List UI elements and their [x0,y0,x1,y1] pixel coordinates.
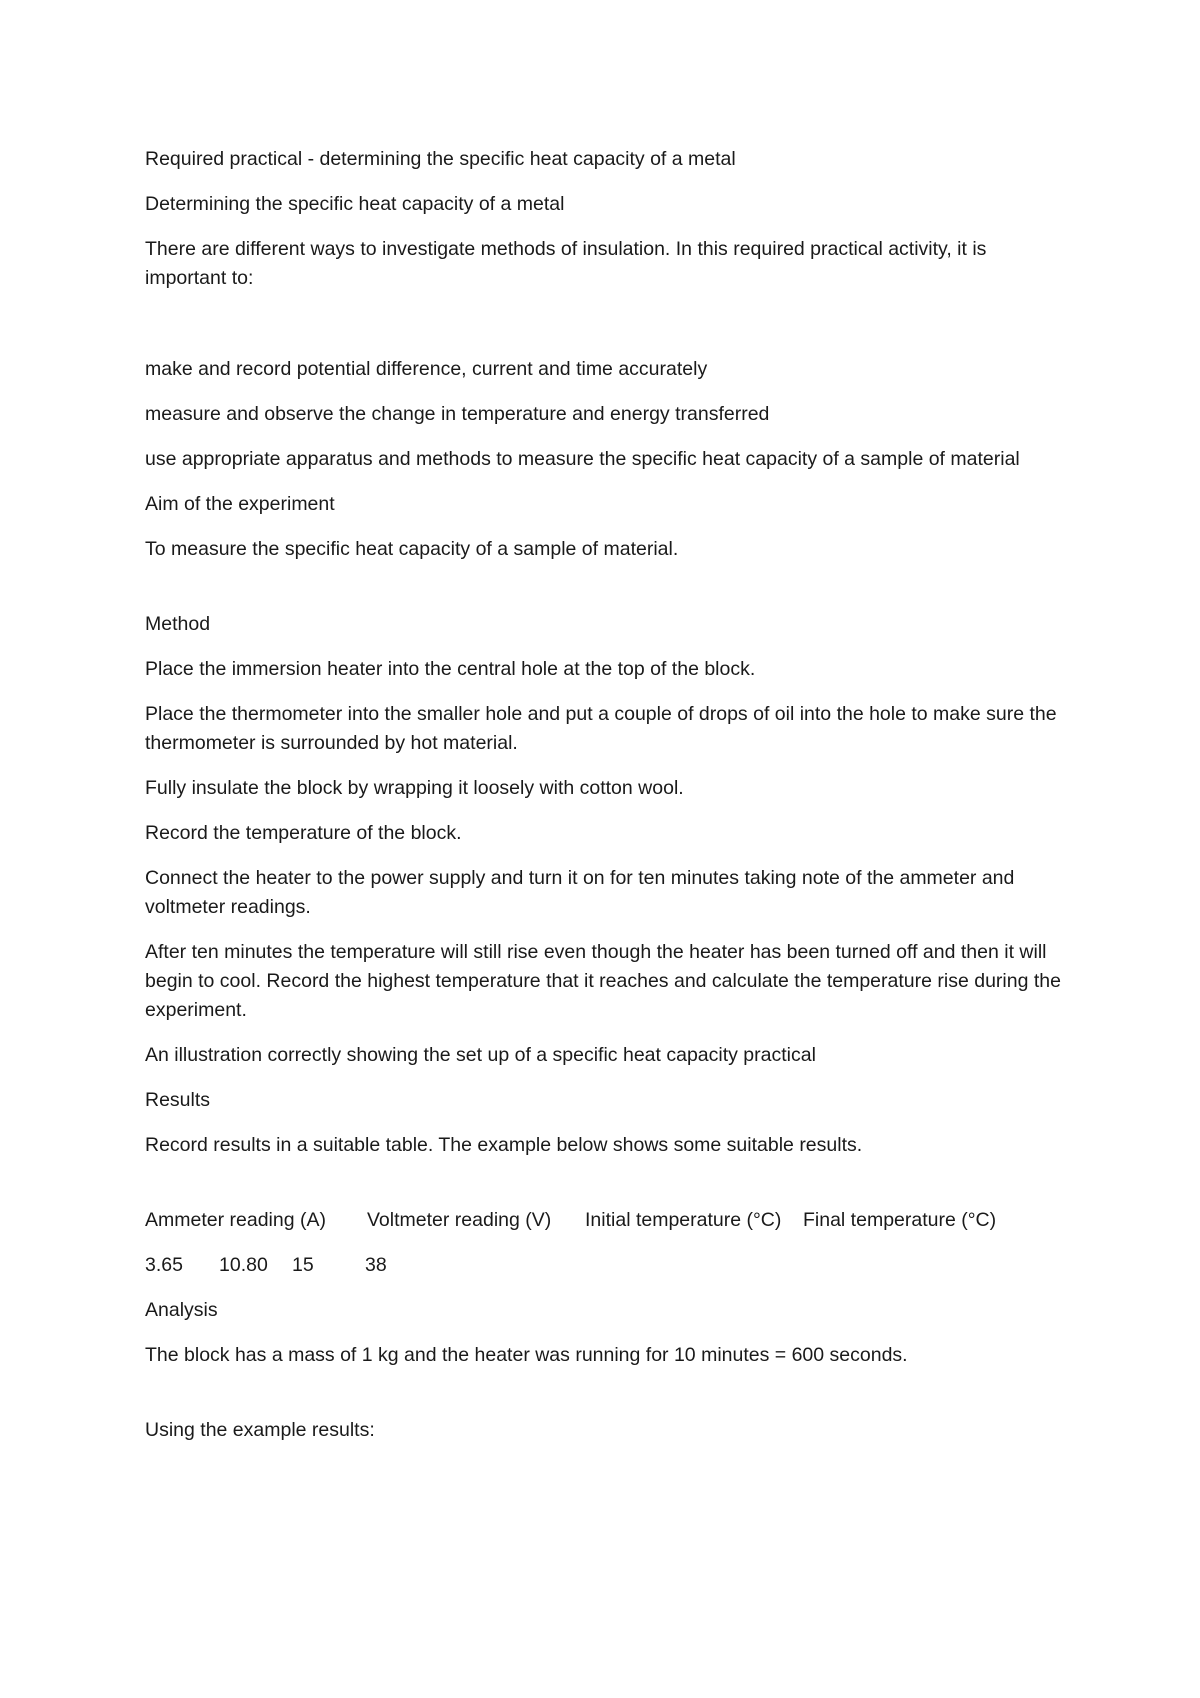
objective-item: measure and observe the change in temperature and energy transferred [145,403,770,425]
method-step: After ten minutes the temperature will still rise even though the heater has been turned off and then it will begin to cool. Record the highest temperature that it reaches and calculate the temperature rise during the experiment. [145,941,1061,1021]
document-subtitle: Determining the specific heat capacity of a metal [145,193,565,215]
table-header-cell: Initial temperature (°C) [585,1209,782,1231]
table-cell: 3.65 [145,1254,183,1276]
document-body [145,145,1065,1461]
objective-item: make and record potential difference, current and time accurately [145,358,708,380]
results-heading: Results [145,1089,211,1111]
spacer [145,309,1065,355]
aim-heading: Aim of the experiment [145,493,335,515]
example-lead: Using the example results: [145,1419,375,1441]
analysis-text: The block has a mass of 1 kg and the heater was running for 10 minutes = 600 seconds. [145,1344,908,1366]
spacer [145,580,1065,610]
method-step: Fully insulate the block by wrapping it loosely with cotton wool. [145,777,684,799]
objective-item: use appropriate apparatus and methods to measure the specific heat capacity of a sample of material [145,448,1020,470]
table-cell: 15 [292,1254,314,1276]
spacer [145,1386,1065,1416]
method-step: Record the temperature of the block. [145,822,462,844]
table-header-cell: Final temperature (°C) [803,1209,997,1231]
spacer [145,1176,1065,1206]
table-header-cell: Voltmeter reading (V) [367,1209,552,1231]
method-step: Place the immersion heater into the central hole at the top of the block. [145,658,756,680]
illustration-caption: An illustration correctly showing the set up of a specific heat capacity practical [145,1044,816,1066]
results-text: Record results in a suitable table. The example below shows some suitable results. [145,1134,863,1156]
table-cell: 38 [365,1254,387,1276]
method-step: Connect the heater to the power supply and turn it on for ten minutes taking note of the ammeter and voltmeter readings. [145,867,1015,918]
table-header-cell: Ammeter reading (A) [145,1209,326,1231]
method-heading: Method [145,613,211,635]
results-table-header [145,1206,1065,1235]
document-title: Required practical - determining the specific heat capacity of a metal [145,148,736,170]
method-step: Place the thermometer into the smaller hole and put a couple of drops of oil into the hole to make sure the thermometer is surrounded by hot material. [145,703,1057,754]
results-table-row [145,1251,1065,1280]
table-cell: 10.80 [219,1254,268,1276]
intro-paragraph: There are different ways to investigate methods of insulation. In this required practical activity, it is important to: [145,238,987,289]
aim-text: To measure the specific heat capacity of a sample of material. [145,538,679,560]
analysis-heading: Analysis [145,1299,218,1321]
